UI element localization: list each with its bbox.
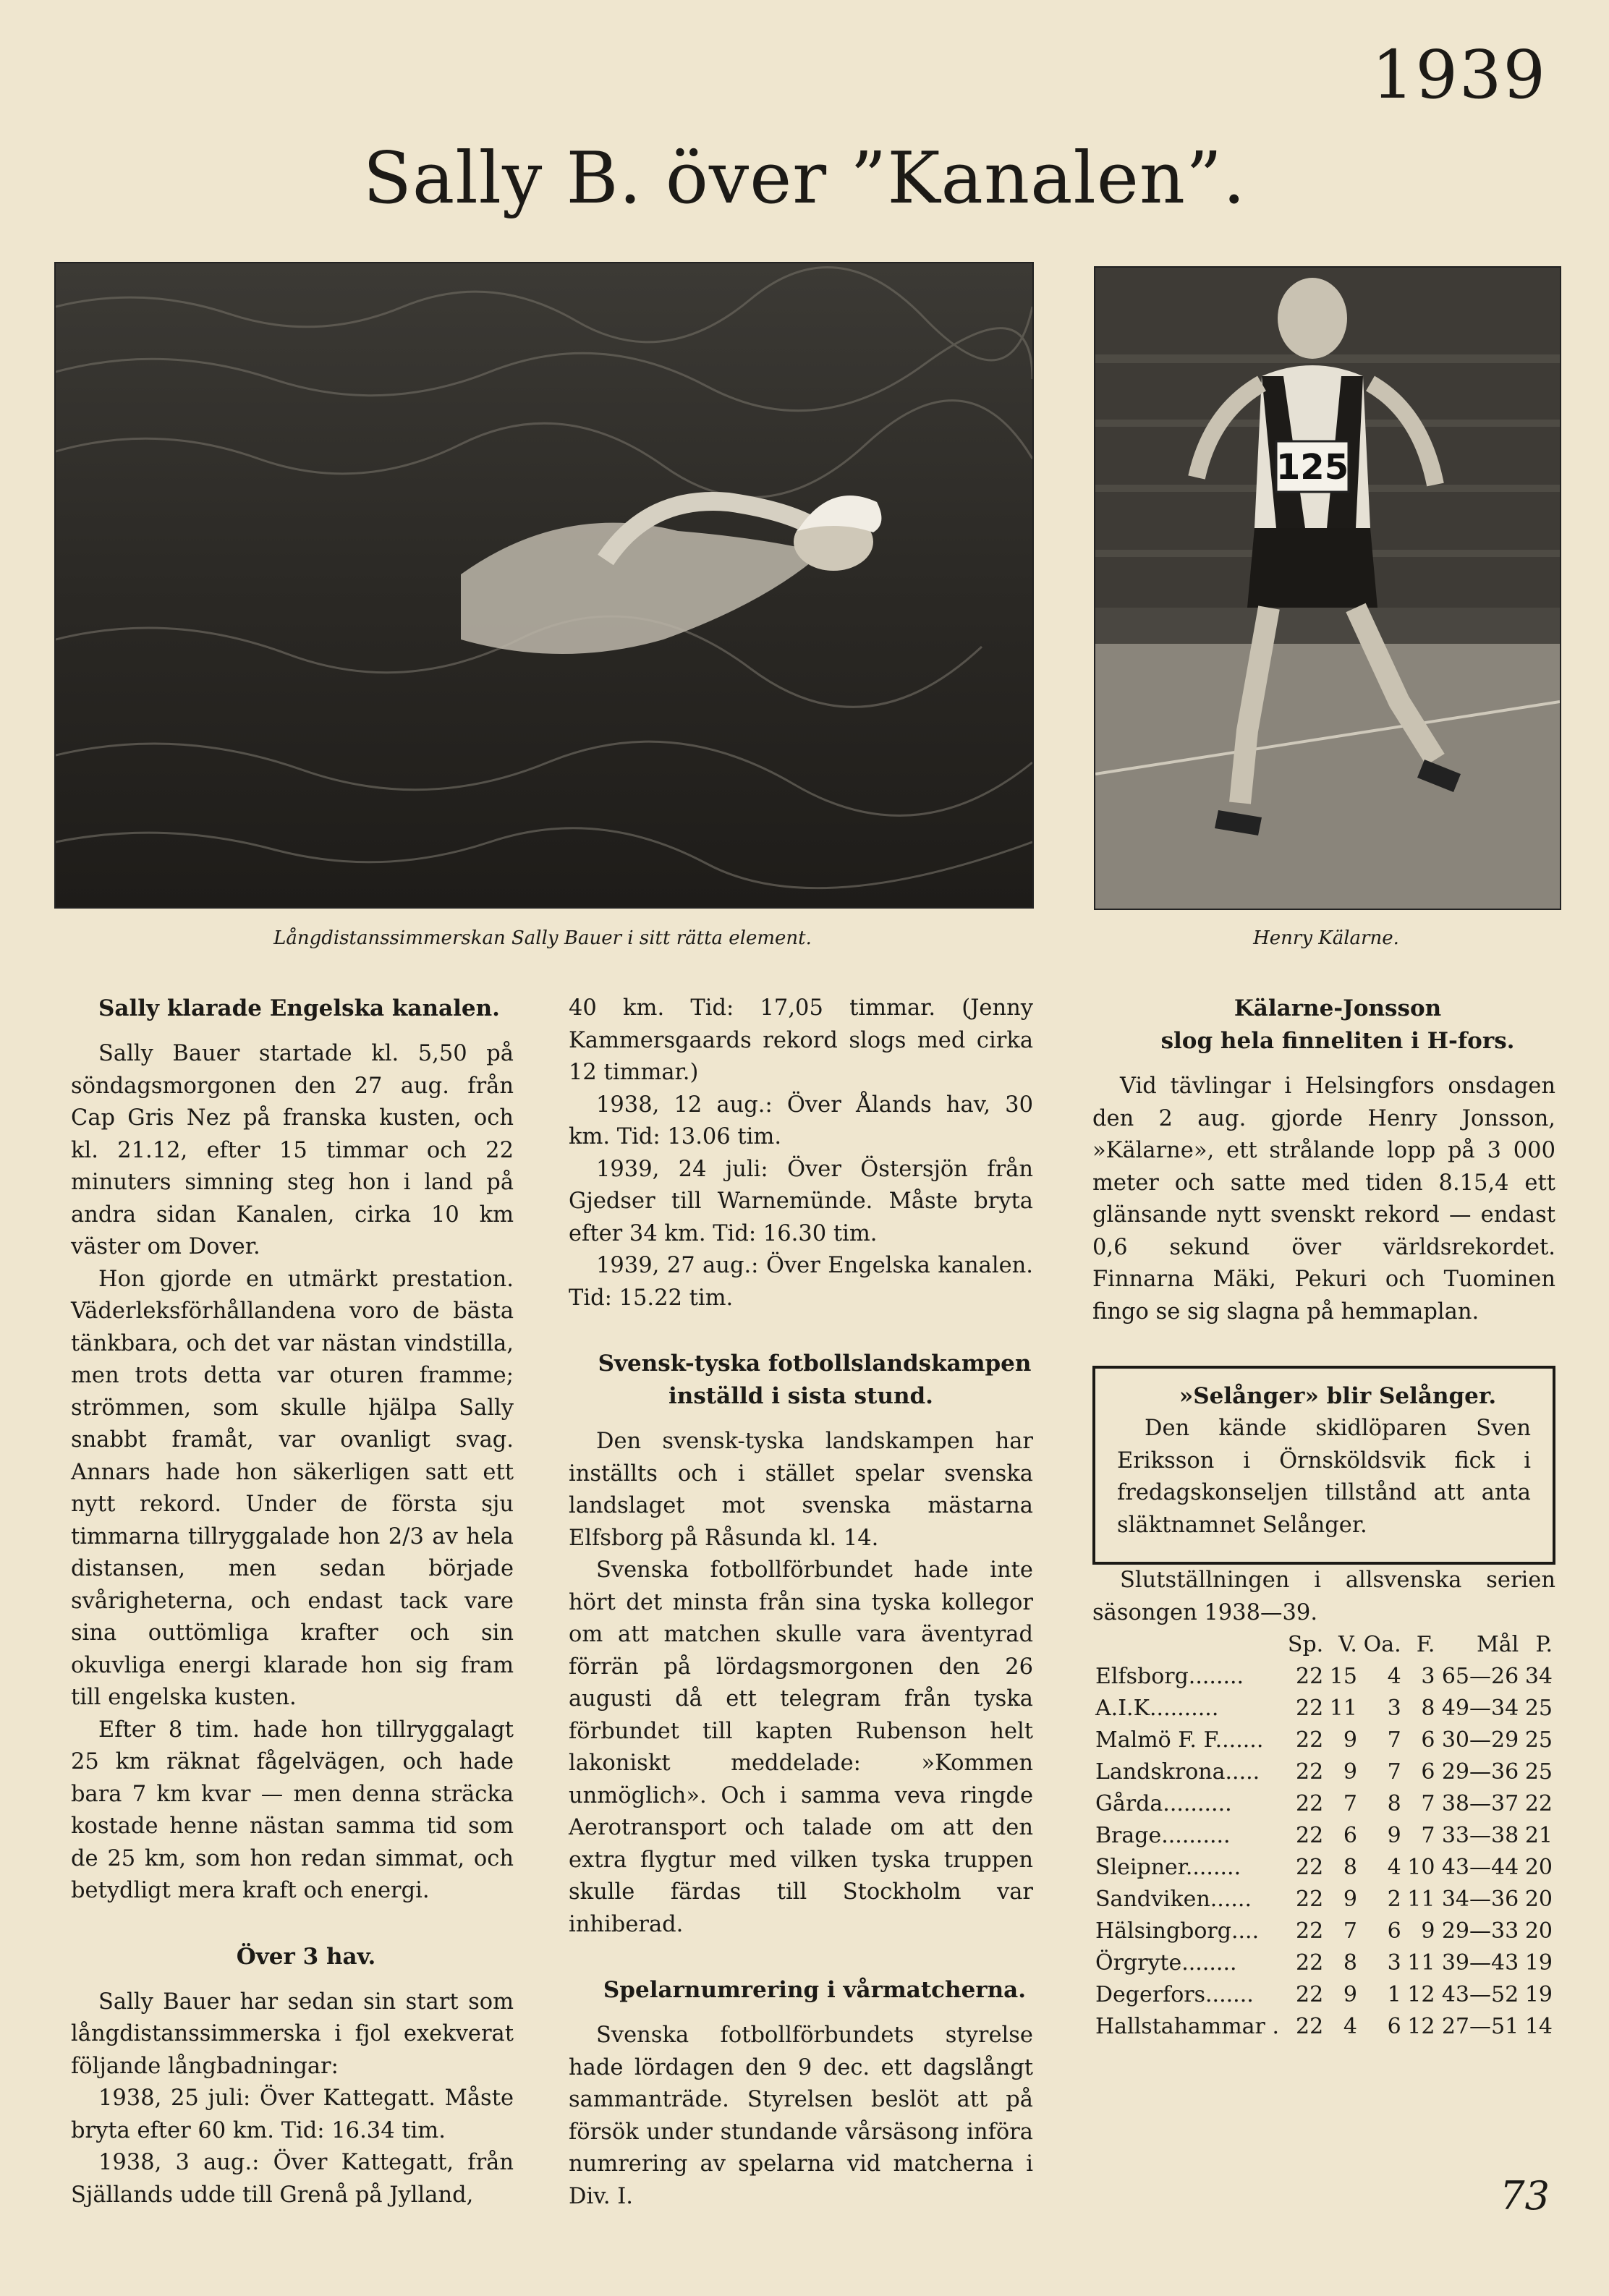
cell-mal: 43—44 bbox=[1441, 1855, 1519, 1880]
cell-oa: 4 bbox=[1387, 1855, 1401, 1880]
table-row bbox=[1092, 1884, 1555, 1916]
cell-sp: 22 bbox=[1296, 1918, 1324, 1944]
cell-f: 7 bbox=[1421, 1791, 1435, 1816]
header-p: P. bbox=[1535, 1632, 1553, 1657]
cell-sp: 22 bbox=[1296, 1950, 1324, 1976]
cell-mal: 33—38 bbox=[1441, 1823, 1519, 1848]
box-heading: »Selånger» blir Selånger. bbox=[1179, 1383, 1497, 1409]
cell-f: 11 bbox=[1407, 1950, 1435, 1976]
cell-p: 20 bbox=[1524, 1887, 1553, 1912]
header-v: V. bbox=[1338, 1632, 1357, 1657]
cell-sp: 22 bbox=[1296, 1887, 1324, 1912]
header-f: F. bbox=[1416, 1632, 1435, 1657]
cell-p: 21 bbox=[1524, 1823, 1553, 1848]
article-paragraph: 40 km. Tid: 17,05 timmar. (Jenny Kammersgaards rekord slogs med cirka 12 timmar.) bbox=[569, 995, 1033, 1085]
article-heading-kalarne-1: Kälarne-Jonsson bbox=[1234, 995, 1442, 1021]
cell-oa: 2 bbox=[1387, 1887, 1401, 1912]
article-paragraph: Sally Bauer startade kl. 5,50 på söndagsmorgonen den 27 aug. från Cap Gris Nez på franska kusten, och kl. 21.12, efter 15 timmar och 22 minuters simning steg hon i land på andra sidan Kanalen, cirka 10 km väster om Dover. bbox=[71, 1041, 514, 1259]
cell-team: Landskrona..... bbox=[1095, 1759, 1260, 1785]
cell-p: 14 bbox=[1524, 2014, 1553, 2039]
cell-p: 25 bbox=[1524, 1759, 1553, 1785]
cell-f: 9 bbox=[1421, 1918, 1435, 1944]
cell-sp: 22 bbox=[1296, 1982, 1324, 2007]
cell-f: 11 bbox=[1407, 1887, 1435, 1912]
cell-mal: 27—51 bbox=[1441, 2014, 1519, 2039]
cell-oa: 6 bbox=[1387, 2014, 1401, 2039]
cell-sp: 22 bbox=[1296, 1855, 1324, 1880]
cell-mal: 43—52 bbox=[1441, 1982, 1519, 2007]
cell-v: 7 bbox=[1343, 1791, 1357, 1816]
article-paragraph: 1938, 12 aug.: Över Ålands hav, 30 km. Tid: 13.06 tim. bbox=[569, 1092, 1033, 1149]
cell-v: 11 bbox=[1329, 1696, 1357, 1721]
page-year: 1939 bbox=[1371, 36, 1547, 114]
cell-mal: 65—26 bbox=[1441, 1664, 1519, 1689]
cell-oa: 7 bbox=[1387, 1759, 1401, 1785]
cell-oa: 7 bbox=[1387, 1727, 1401, 1753]
cell-team: A.I.K.......... bbox=[1095, 1696, 1219, 1721]
cell-oa: 3 bbox=[1387, 1696, 1401, 1721]
cell-v: 9 bbox=[1343, 1887, 1357, 1912]
article-heading-channel: Sally klarade Engelska kanalen. bbox=[98, 995, 500, 1021]
header-mal: Mål bbox=[1477, 1632, 1519, 1657]
cell-sp: 22 bbox=[1296, 1791, 1324, 1816]
cell-f: 6 bbox=[1421, 1727, 1435, 1753]
column-3 bbox=[1092, 992, 1555, 2043]
cell-oa: 6 bbox=[1387, 1918, 1401, 1944]
cell-mal: 29—36 bbox=[1441, 1759, 1519, 1785]
header-oa: Oa. bbox=[1363, 1632, 1401, 1657]
standings-table bbox=[1092, 1629, 1555, 2043]
article-paragraph: 1938, 25 juli: Över Kattegatt. Måste bryta efter 60 km. Tid: 16.34 tim. bbox=[71, 2085, 514, 2143]
cell-team: Sandviken...... bbox=[1095, 1887, 1252, 1912]
article-paragraph: Efter 8 tim. hade hon tillryggalagt 25 km räknat fågelvägen, och hade bara 7 km kvar — men denna sträcka kostade henne nästan samma tid som de 25 km, som hon redan simmat, och betydligt mera kraft och energi. bbox=[71, 1717, 514, 1903]
table-row bbox=[1092, 1820, 1555, 1852]
cell-p: 22 bbox=[1524, 1791, 1553, 1816]
box-text: Den kände skidlöparen Sven Eriksson i Örnsköldsvik fick i fredagskonseljen tillstånd att anta släktnamnet Selånger. bbox=[1117, 1416, 1531, 1538]
cell-sp: 22 bbox=[1296, 1664, 1324, 1689]
cell-p: 19 bbox=[1524, 1982, 1553, 2007]
cell-f: 7 bbox=[1421, 1823, 1435, 1848]
page-number: 73 bbox=[1500, 2173, 1550, 2219]
article-paragraph: 1939, 24 juli: Över Östersjön från Gjedser till Warnemünde. Måste bryta efter 34 km. Tid: 16.30 tim. bbox=[569, 1156, 1033, 1246]
cell-v: 9 bbox=[1343, 1982, 1357, 2007]
table-row bbox=[1092, 1693, 1555, 1725]
cell-f: 8 bbox=[1421, 1696, 1435, 1721]
cell-v: 6 bbox=[1343, 1823, 1357, 1848]
column-2 bbox=[569, 992, 1033, 2213]
cell-oa: 4 bbox=[1387, 1664, 1401, 1689]
table-row bbox=[1092, 1979, 1555, 2011]
cell-sp: 22 bbox=[1296, 2014, 1324, 2039]
cell-f: 6 bbox=[1421, 1759, 1435, 1785]
cell-v: 8 bbox=[1343, 1855, 1357, 1880]
cell-team: Sleipner........ bbox=[1095, 1855, 1241, 1880]
cell-f: 3 bbox=[1421, 1664, 1435, 1689]
cell-p: 25 bbox=[1524, 1727, 1553, 1753]
cell-p: 34 bbox=[1524, 1664, 1553, 1689]
cell-v: 4 bbox=[1343, 2014, 1357, 2039]
cell-v: 7 bbox=[1343, 1918, 1357, 1944]
cell-f: 10 bbox=[1407, 1855, 1435, 1880]
cell-team: Degerfors....... bbox=[1095, 1982, 1254, 2007]
runner-bib-number: 125 bbox=[1275, 447, 1349, 488]
cell-p: 25 bbox=[1524, 1696, 1553, 1721]
article-heading-three-seas: Över 3 hav. bbox=[236, 1943, 376, 1970]
cell-oa: 1 bbox=[1387, 1982, 1401, 2007]
cell-sp: 22 bbox=[1296, 1759, 1324, 1785]
cell-team: Elfsborg........ bbox=[1095, 1664, 1244, 1689]
cell-team: Hallstahammar . bbox=[1095, 2014, 1279, 2039]
article-paragraph: Svenska fotbollförbundets styrelse hade lördagen den 9 dec. ett dagslångt sammanträde. Styrelsen beslöt att på försök under stundande vårsäsong införa numrering av spelarna vid matcherna i Div. I. bbox=[569, 2023, 1033, 2209]
cell-mal: 39—43 bbox=[1441, 1950, 1519, 1976]
cell-oa: 3 bbox=[1387, 1950, 1401, 1976]
cell-team: Malmö F. F....... bbox=[1095, 1727, 1264, 1753]
table-row bbox=[1092, 1788, 1555, 1820]
article-paragraph: Hon gjorde en utmärkt prestation. Väderleksförhållandena voro de bästa tänkbara, och det var nästan vindstilla, men trots detta var oturen framme; strömmen, som skulle hjälpa Sally snabbt framåt, var ovanligt svag. Annars hade hon säkerligen satt ett nytt rekord. Under de första sju timmarna tillryggalade hon 2/3 av hela distansen, men sedan började svårigheterna, och endast tack vare sina outtömliga krafter och sin okuvliga energi klarade hon sig fram till engelska kusten. bbox=[71, 1266, 514, 1710]
cell-team: Hälsingborg.... bbox=[1095, 1918, 1260, 1944]
cell-p: 20 bbox=[1524, 1855, 1553, 1880]
cell-v: 8 bbox=[1343, 1950, 1357, 1976]
cell-p: 19 bbox=[1524, 1950, 1553, 1976]
cell-mal: 34—36 bbox=[1441, 1887, 1519, 1912]
cell-f: 12 bbox=[1407, 2014, 1435, 2039]
article-heading-football: Svensk-tyska fotbollslandskampen inställd i sista stund. bbox=[598, 1351, 1032, 1409]
cell-v: 9 bbox=[1343, 1727, 1357, 1753]
article-paragraph: Den svensk-tyska landskampen har inställts och i stället spelar svenska landslaget mot svenska mästarna Elfsborg på Råsunda kl. 14. bbox=[569, 1429, 1033, 1551]
cell-team: Gårda.......... bbox=[1095, 1791, 1232, 1816]
standings-intro: Slutställningen i allsvenska serien säsongen 1938—39. bbox=[1092, 1568, 1555, 1625]
cell-v: 9 bbox=[1343, 1759, 1357, 1785]
swimmer-caption: Långdistanssimmerskan Sally Bauer i sitt rätta element. bbox=[273, 927, 812, 949]
cell-sp: 22 bbox=[1296, 1823, 1324, 1848]
cell-sp: 22 bbox=[1296, 1696, 1324, 1721]
column-1 bbox=[71, 992, 514, 2211]
table-row bbox=[1092, 1725, 1555, 1756]
cell-mal: 49—34 bbox=[1441, 1696, 1519, 1721]
header-sp: Sp. bbox=[1287, 1632, 1324, 1657]
article-paragraph: 1939, 27 aug.: Över Engelska kanalen. Tid: 15.22 tim. bbox=[569, 1253, 1033, 1311]
cell-v: 15 bbox=[1329, 1664, 1357, 1689]
table-row bbox=[1092, 2011, 1555, 2043]
cell-mal: 29—33 bbox=[1441, 1918, 1519, 1944]
cell-team: Brage.......... bbox=[1095, 1823, 1231, 1848]
swimmer-photo bbox=[54, 262, 1034, 909]
cell-f: 12 bbox=[1407, 1982, 1435, 2007]
cell-oa: 9 bbox=[1387, 1823, 1401, 1848]
cell-p: 20 bbox=[1524, 1918, 1553, 1944]
article-paragraph: Sally Bauer har sedan sin start som långdistanssimmerska i fjol exekverat följande långbadningar: bbox=[71, 1989, 514, 2079]
standings-header-row bbox=[1092, 1629, 1555, 1661]
article-heading-kalarne-2: slog hela finneliten i H-fors. bbox=[1160, 1028, 1515, 1054]
article-paragraph: Vid tävlingar i Helsingfors onsdagen den 2 aug. gjorde Henry Jonsson, »Kälarne», ett strålande lopp på 3 000 meter och satte med tiden 8.15,4 ett glänsande nytt svenskt rekord — endast 0,6 sekund över världsrekordet. Finnarna Mäki, Pekuri och Tuominen fingo se sig slagna på hemmaplan. bbox=[1092, 1073, 1555, 1325]
table-row bbox=[1092, 1947, 1555, 1979]
article-heading-numbering: Spelarnumrering i vårmatcherna. bbox=[603, 1977, 1027, 2003]
table-row bbox=[1092, 1756, 1555, 1788]
table-row bbox=[1092, 1661, 1555, 1693]
cell-sp: 22 bbox=[1296, 1727, 1324, 1753]
cell-mal: 30—29 bbox=[1441, 1727, 1519, 1753]
cell-oa: 8 bbox=[1387, 1791, 1401, 1816]
table-row bbox=[1092, 1916, 1555, 1947]
article-paragraph: 1938, 3 aug.: Över Kattegatt, från Själlands udde till Grenå på Jylland, bbox=[71, 2150, 514, 2208]
table-row bbox=[1092, 1852, 1555, 1884]
article-paragraph: Svenska fotbollförbundet hade inte hört det minsta från sina tyska kollegor om att matchen skulle vara äventyrad förrän på lördagsmorgonen den 26 augusti då ett telegram från tyska förbundet till kapten Rubenson helt lakoniskt meddelade: »Kommen unmöglich». Och i samma veva ringde Aerotransport och talade om att den extra flygtur med vilken tyska truppen skulle färdas till Stockholm var inhiberad. bbox=[569, 1557, 1033, 1937]
runner-caption: Henry Kälarne. bbox=[1253, 927, 1399, 949]
cell-mal: 38—37 bbox=[1441, 1791, 1519, 1816]
selanger-box bbox=[1092, 1366, 1555, 1565]
page-title: Sally B. över ”Kanalen”. bbox=[362, 137, 1247, 220]
cell-team: Örgryte........ bbox=[1095, 1950, 1237, 1976]
runner-photo bbox=[1094, 266, 1561, 910]
